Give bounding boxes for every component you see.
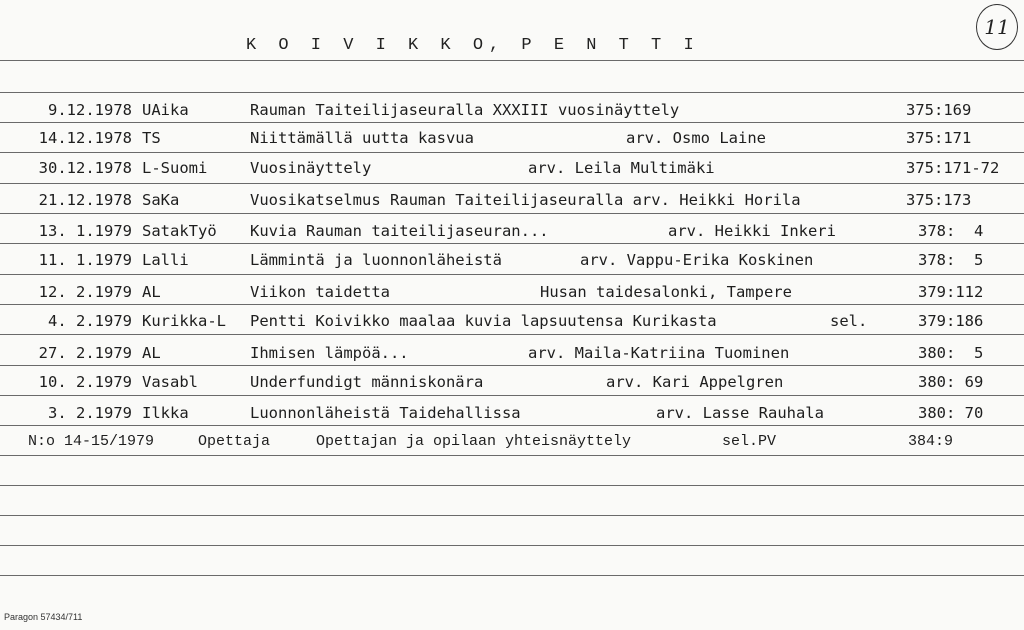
- printer-mark: Paragon 57434/711: [4, 612, 83, 622]
- entry-date: 12. 2.1979: [38, 283, 132, 301]
- entry-row: [0, 404, 1024, 430]
- entry-reference: 375:171-72: [906, 159, 1000, 177]
- entry-date: 13. 1.1979: [38, 222, 132, 240]
- entry-reference: 378: 4: [918, 222, 984, 240]
- entry-title: Luonnonläheistä Taidehallissa: [250, 404, 521, 422]
- entry-title: Kuvia Rauman taiteilijaseuran...: [250, 222, 549, 240]
- entry-row: [0, 312, 1024, 338]
- entry-source: SatakTyö: [142, 222, 217, 240]
- entry-reference: 384:9: [908, 433, 954, 450]
- entry-title: Niittämällä uutta kasvua: [250, 129, 474, 147]
- entry-date: 21.12.1978: [38, 191, 132, 209]
- entry-date: N:o 14-15/1979: [28, 433, 155, 450]
- entry-reviewer: arv. Vappu-Erika Koskinen: [580, 251, 814, 269]
- entry-date: 3. 2.1979: [48, 404, 132, 422]
- entry-reference: 375:173: [906, 191, 972, 209]
- entry-date: 4. 2.1979: [48, 312, 132, 330]
- entry-title: Ihmisen lämpöä...: [250, 344, 409, 362]
- entry-row: [0, 101, 1024, 127]
- entry-reviewer: sel.: [830, 312, 868, 330]
- entry-title: Lämmintä ja luonnonläheistä: [250, 251, 502, 269]
- entry-title: Pentti Koivikko maalaa kuvia lapsuutensa Kurikasta: [250, 312, 717, 330]
- entry-reference: 375:171: [906, 129, 972, 147]
- entry-reference: 379:112: [918, 283, 984, 301]
- entry-row: [0, 251, 1024, 277]
- rule-line: [0, 485, 1024, 486]
- entry-source: Opettaja: [198, 433, 271, 450]
- entry-reviewer: arv. Kari Appelgren: [606, 373, 784, 391]
- entry-title: Vuosinäyttely: [250, 159, 372, 177]
- entry-source: Lalli: [142, 251, 189, 269]
- entry-row: [0, 222, 1024, 248]
- entry-source: TS: [142, 129, 161, 147]
- header-rule: [0, 60, 1024, 61]
- entry-row: [0, 129, 1024, 155]
- entry-source: L-Suomi: [142, 159, 208, 177]
- entry-reference: 380: 69: [918, 373, 984, 391]
- entry-source: UAika: [142, 101, 189, 119]
- entry-row: [0, 159, 1024, 185]
- entry-title: Vuosikatselmus Rauman Taiteilijaseuralla arv. Heikki Horila: [250, 191, 801, 209]
- entry-source: SaKa: [142, 191, 180, 209]
- entry-date: 14.12.1978: [38, 129, 132, 147]
- entry-date: 10. 2.1979: [38, 373, 132, 391]
- entry-date: 11. 1.1979: [38, 251, 132, 269]
- entry-source: Ilkka: [142, 404, 189, 422]
- entry-reviewer: arv. Maila-Katriina Tuominen: [528, 344, 790, 362]
- entry-reviewer: arv. Heikki Inkeri: [668, 222, 836, 240]
- entry-date: 27. 2.1979: [38, 344, 132, 362]
- rule-line: [0, 515, 1024, 516]
- page-number-circle: 11: [976, 4, 1018, 50]
- entry-title: Viikon taidetta: [250, 283, 390, 301]
- entry-title: Opettajan ja opilaan yhteisnäyttely: [316, 433, 632, 450]
- entry-reviewer: arv. Lasse Rauhala: [656, 404, 824, 422]
- entry-row: [0, 373, 1024, 399]
- entry-reviewer: sel.PV: [722, 433, 777, 450]
- entry-reference: 378: 5: [918, 251, 984, 269]
- entry-row: [0, 433, 1024, 459]
- entry-title: Underfundigt människonära: [250, 373, 484, 391]
- entry-row: [0, 191, 1024, 217]
- entry-row: [0, 344, 1024, 370]
- entry-source: Vasabl: [142, 373, 198, 391]
- entry-reference: 380: 5: [918, 344, 984, 362]
- entry-reviewer: arv. Leila Multimäki: [528, 159, 715, 177]
- entry-date: 30.12.1978: [38, 159, 132, 177]
- entry-date: 9.12.1978: [48, 101, 132, 119]
- rule-line: [0, 92, 1024, 93]
- entry-reference: 379:186: [918, 312, 984, 330]
- entry-title: Rauman Taiteilijaseuralla XXXIII vuosinäyttely: [250, 101, 680, 119]
- entry-source: Kurikka-L: [142, 312, 226, 330]
- entry-reviewer: arv. Osmo Laine: [626, 129, 766, 147]
- entry-source: AL: [142, 344, 161, 362]
- rule-line: [0, 545, 1024, 546]
- rule-line: [0, 575, 1024, 576]
- card-title: K O I V I K K O, P E N T T I: [246, 36, 700, 55]
- entry-reference: 375:169: [906, 101, 972, 119]
- entry-venue: Husan taidesalonki, Tampere: [540, 283, 792, 301]
- entry-source: AL: [142, 283, 161, 301]
- entry-row: [0, 283, 1024, 309]
- entry-reference: 380: 70: [918, 404, 984, 422]
